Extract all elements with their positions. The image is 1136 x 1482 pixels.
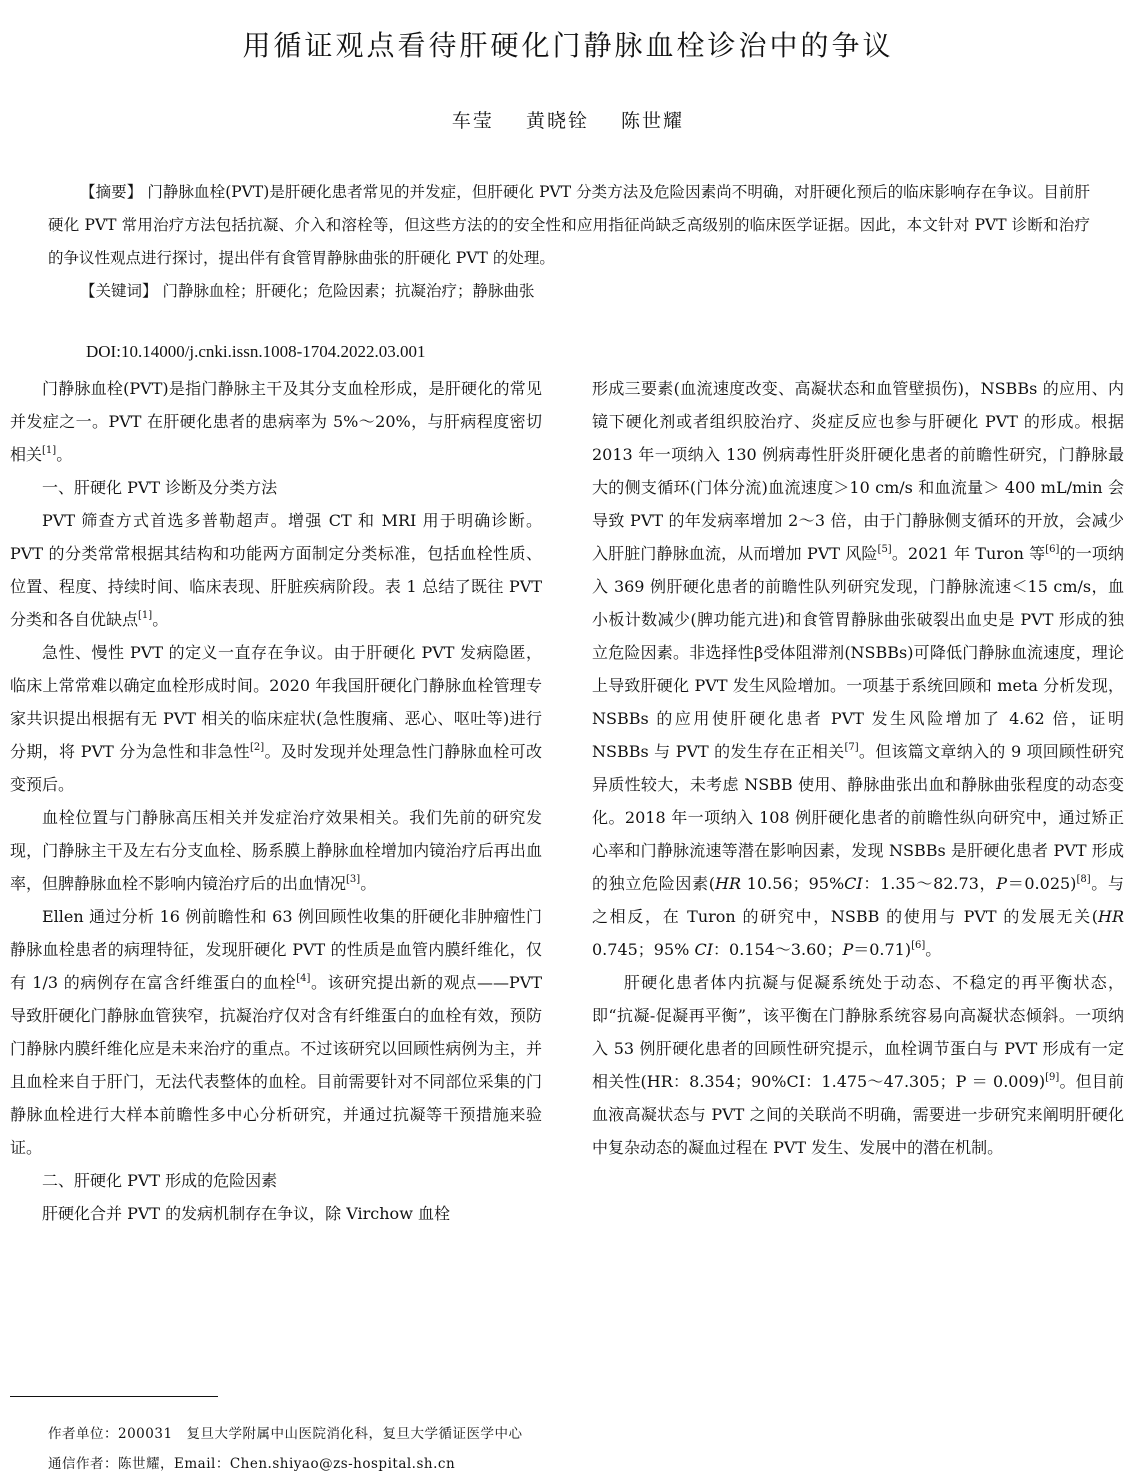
citation: [5] — [877, 544, 892, 555]
citation: [8] — [1076, 874, 1091, 885]
citation: [3] — [346, 874, 361, 885]
citation: [4] — [296, 973, 311, 984]
citation: [1] — [42, 445, 57, 456]
body-paragraph: 门静脉血栓(PVT)是指门静脉主干及其分支血栓形成，是肝硬化的常见并发症之一。PVT 在肝硬化患者的患病率为 5%～20%，与肝病程度密切相关[1]。 — [10, 379, 542, 464]
author-name: 黄晓铨 — [525, 110, 589, 132]
footnote-correspondence: 通信作者：陈世耀，Email：Chen.shiyao@zs-hospital.sh.cn — [48, 1456, 456, 1472]
citation: [6] — [911, 940, 926, 951]
citation: [9] — [1045, 1072, 1060, 1083]
keywords-text: 门静脉血栓；肝硬化；危险因素；抗凝治疗；静脉曲张 — [162, 282, 535, 300]
body-paragraph: PVT 筛查方式首选多普勒超声。增强 CT 和 MRI 用于明确诊断。PVT 的分类常常根据其结构和功能两方面制定分类标准，包括血栓性质、位置、程度、持续时间、临床表现、肝脏疾病阶段。表 1 总结了既往 PVT 分类和各自优缺点[1]。 — [10, 511, 542, 629]
abstract-label: 【摘要】 — [80, 183, 143, 201]
author-name: 车莹 — [451, 110, 494, 132]
abstract-text: 门静脉血栓(PVT)是肝硬化患者常见的并发症，但肝硬化 PVT 分类方法及危险因素尚不明确，对肝硬化预后的临床影响存在争议。目前肝硬化 PVT 常用治疗方法包括抗凝、介入和溶栓等，但这些方法的的安全性和应用指征尚缺乏高级别的临床医学证据。因此，本文针对 PVT 诊断和治疗的争议性观点进行探讨，提出伴有食管胃静脉曲张的肝硬化 PVT 的处理。 — [48, 183, 1090, 267]
body-paragraph: 形成三要素(血流速度改变、高凝状态和血管壁损伤)，NSBBs 的应用、内镜下硬化剂或者组织胶治疗、炎症反应也参与肝硬化 PVT 的形成。根据 2013 年一项纳入 130 例病毒性肝炎肝硬化患者的前瞻性研究，门静脉最大的侧支循环(门体分流)血流速度＞10 cm/s 和血流量＞ 400 mL/min 会导致 PVT 的年发病率增加 2～3 倍，由于门静脉侧支循环的开放，会减少入肝脏门静脉血流，从而增加 PVT 风险[5]。2021 年 Turon 等[6]的一项纳入 369 例肝硬化患者的前瞻性队列研究发现，门静脉流速＜15 cm/s，血小板计数减少(脾功能亢进)和食管胃静脉曲张破裂出血史是 PVT 形成的独立危险因素。非选择性β受体阻滞剂(NSBBs)可降低门静脉血流速度，理论上导致肝硬化 PVT 发生风险增加。一项基于系统回顾和 meta 分析发现，NSBBs 的应用使肝硬化患者 PVT 发生风险增加了 4.62 倍，证明 NSBBs 与 PVT 的发生存在正相关[7]。但该篇文章纳入的 9 项回顾性研究异质性较大，未考虑 NSBB 使用、静脉曲张出血和静脉曲张程度的动态变化。2018 年一项纳入 108 例肝硬化患者的前瞻性纵向研究中，通过矫正心率和门静脉流速等潜在影响因素，发现 NSBBs 是肝硬化患者 PVT 形成的独立危险因素(HR 10.56；95%CI：1.35～82.73，P＝0.025)[8]。与之相反，在 Turon 的研究中，NSBB 的使用与 PVT 的发展无关(HR 0.745；95% CI：0.154～3.60；P＝0.71)[6]。 — [592, 379, 1124, 959]
footnote-divider — [10, 1396, 218, 1397]
keywords-paragraph — [48, 275, 1090, 308]
citation: [1] — [138, 610, 153, 621]
body-paragraph: 急性、慢性 PVT 的定义一直存在争议。由于肝硬化 PVT 发病隐匿，临床上常常难以确定血栓形成时间。2020 年我国肝硬化门静脉血栓管理专家共识提出根据有无 PVT 相关的临床症状(急性腹痛、恶心、呕吐等)进行分期，将 PVT 分为急性和非急性[2]。及时发现并处理急性门静脉血栓可改变预后。 — [10, 643, 542, 794]
body-paragraph: Ellen 通过分析 16 例前瞻性和 63 例回顾性收集的肝硬化非肿瘤性门静脉血栓患者的病理特征，发现肝硬化 PVT 的性质是血管内膜纤维化，仅有 1/3 的病例存在富含纤维蛋白的血栓[4]。该研究提出新的观点——PVT 导致肝硬化门静脉血管狭窄，抗凝治疗仅对含有纤维蛋白的血栓有效，预防门静脉内膜纤维化应是未来治疗的重点。不过该研究以回顾性病例为主，并且血栓来自于肝门，无法代表整体的血栓。目前需要针对不同部位采集的门静脉血栓进行大样本前瞻性多中心分析研究，并通过抗凝等干预措施来验证。 — [10, 907, 542, 1157]
author-list — [0, 106, 1136, 133]
body-paragraph: 肝硬化患者体内抗凝与促凝系统处于动态、不稳定的再平衡状态，即“抗凝-促凝再平衡”，该平衡在门静脉系统容易向高凝状态倾斜。一项纳入 53 例肝硬化患者的回顾性研究提示，血栓调节蛋白与 PVT 形成有一定相关性(HR：8.354；90%CI：1.475～47.305；P ＝ 0.009)[9]。但目前血液高凝状态与 PVT 之间的关联尚不明确，需要进一步研究来阐明肝硬化中复杂动态的凝血过程在 PVT 发生、发展中的潜在机制。 — [592, 973, 1124, 1157]
citation: [2] — [249, 742, 265, 753]
keywords-label: 【关键词】 — [80, 282, 158, 300]
body-paragraph: 肝硬化合并 PVT 的发病机制存在争议，除 Virchow 血栓 — [42, 1204, 450, 1223]
body-paragraph: 血栓位置与门静脉高压相关并发症治疗效果相关。我们先前的研究发现，门静脉主干及左右分支血栓、肠系膜上静脉血栓增加内镜治疗后再出血率，但脾静脉血栓不影响内镜治疗后的出血情况[3]。 — [10, 808, 542, 893]
footnote-affiliation: 作者单位：200031 复旦大学附属中山医院消化科，复旦大学循证医学中心 — [48, 1426, 523, 1442]
abstract-paragraph — [48, 176, 1090, 275]
paper-title: 用循证观点看待肝硬化门静脉血栓诊治中的争议 — [242, 29, 894, 62]
citation: [7] — [844, 742, 859, 753]
body-column-right — [592, 372, 1124, 1164]
section-heading: 二、肝硬化 PVT 形成的危险因素 — [42, 1171, 278, 1190]
author-name: 陈世耀 — [621, 110, 685, 132]
section-heading: 一、肝硬化 PVT 诊断及分类方法 — [42, 478, 278, 497]
citation: [6] — [1045, 544, 1060, 555]
abstract-section — [48, 176, 1090, 308]
doi: DOI:10.14000/j.cnki.issn.1008-1704.2022.03.001 — [86, 342, 426, 361]
body-column-left — [10, 372, 542, 1230]
